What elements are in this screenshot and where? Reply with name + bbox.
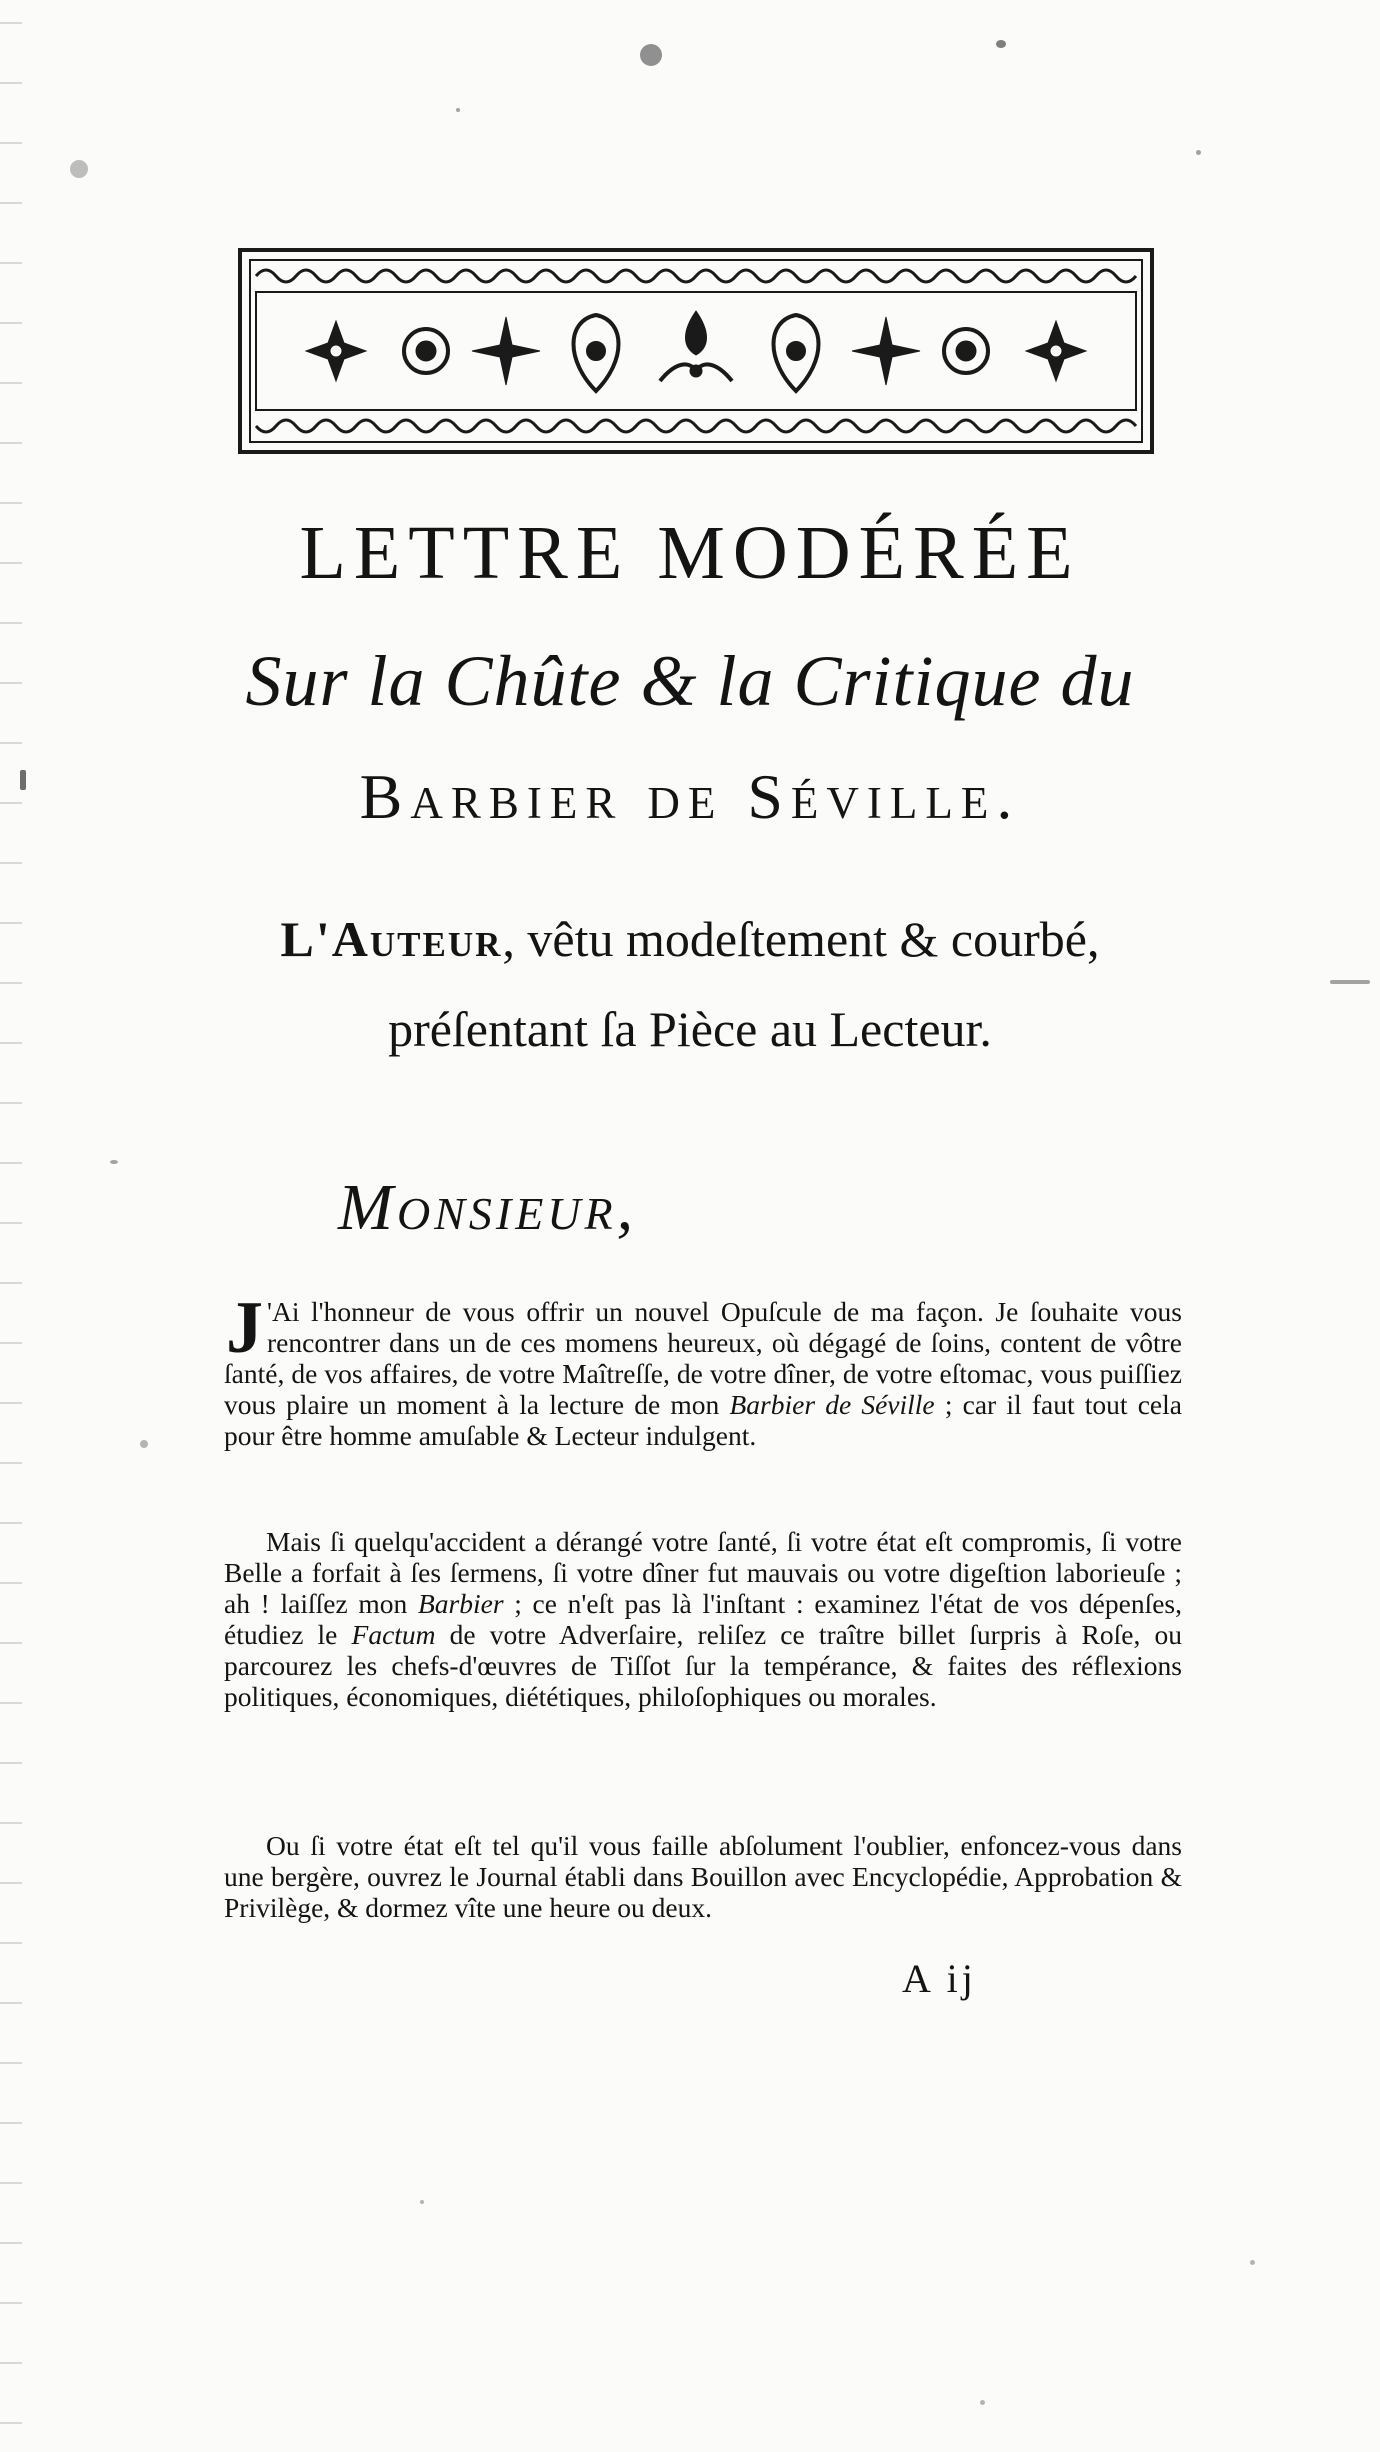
foxing-speck: [1330, 980, 1370, 984]
foxing-speck: [110, 1160, 118, 1164]
paragraph-3: Ou ſi votre état eſt tel qu'il vous faille abſolument l'oublier, enfoncez-vous dans une bergère, ouvrez le Journal établi dans Bouillon avec Encyclopédie, Approbation & Privilège, & dormez vîte une heure ou deux.: [224, 1830, 1182, 1923]
foxing-speck: [1196, 150, 1201, 155]
subtitle-line-2: préſentant ſa Pièce au Lecteur.: [388, 1001, 992, 1057]
italic-title: Barbier de Séville: [729, 1389, 935, 1420]
paragraph-2-text-a: Mais ſi quelqu'accident a dérangé votre ſanté, ſi votre état eſt compromis, ſi votre Belle a forfait à ſes ſermens, ſi votre dîner fut mauvais ou votre digeſtion laborieuſe ; ah ! laiſſez mon: [224, 1526, 1182, 1619]
subtitle-line-1: [0, 910, 1380, 968]
paragraph-1: [224, 1287, 1182, 1451]
foxing-speck: [70, 160, 88, 178]
title-line-2: Sur la Chûte & la Critique du: [245, 641, 1135, 721]
paragraph-1-text-b: ; car il faut tout cela pour être homme amuſable & Lecteur indulgent.: [224, 1389, 1182, 1451]
foxing-speck: [456, 108, 460, 112]
page-edge-stain: [0, 0, 22, 2452]
foxing-speck: [140, 1440, 148, 1448]
salutation: Monsieur,: [338, 1171, 638, 1244]
foxing-speck: [996, 40, 1006, 48]
paragraph-1-text-a: 'Ai l'honneur de vous offrir un nouvel Opuſcule de ma façon. Je ſouhaite vous rencontrer dans un de ces momens heureux, où dégagé de ſoins, content de vôtre ſanté, de vos affaires, de votre Maîtreſſe, de votre dîner, de votre eſtomac, vous puiſſiez vous plaire un moment à la lecture de mon: [224, 1296, 1182, 1420]
drop-cap: J: [226, 1287, 263, 1369]
signature-mark: A ij: [902, 1956, 977, 2001]
subtitle-line-1-rest: , vêtu modeſtement & courbé,: [502, 911, 1100, 967]
foxing-speck: [640, 44, 662, 66]
title-line-3: Barbier de Séville.: [359, 761, 1021, 832]
foxing-speck: [420, 2200, 424, 2204]
paragraph-2-text-c: de votre Adverſaire, reliſez ce traître billet ſurpris à Roſe, ou parcourez les chefs-d'œuvres de Tiſſot ſur la tempérance, & faites des réflexions politiques, économiques, diététiques, philoſophiques ou morales.: [224, 1619, 1182, 1712]
author-word: L'Auteur: [280, 911, 503, 967]
foxing-speck: [980, 2400, 985, 2405]
foxing-speck: [1250, 2260, 1255, 2265]
paragraph-2: [224, 1526, 1182, 1712]
title-line-1: LETTRE MODÉRÉE: [299, 511, 1081, 595]
ornamental-headpiece: [236, 246, 1156, 456]
italic-barbier: Barbier: [417, 1588, 504, 1619]
italic-factum: Factum: [351, 1619, 436, 1650]
paragraph-2-text-b: ; ce n'eſt pas là l'inſtant : examinez l'état de vos dépenſes, étudiez le: [224, 1588, 1182, 1650]
